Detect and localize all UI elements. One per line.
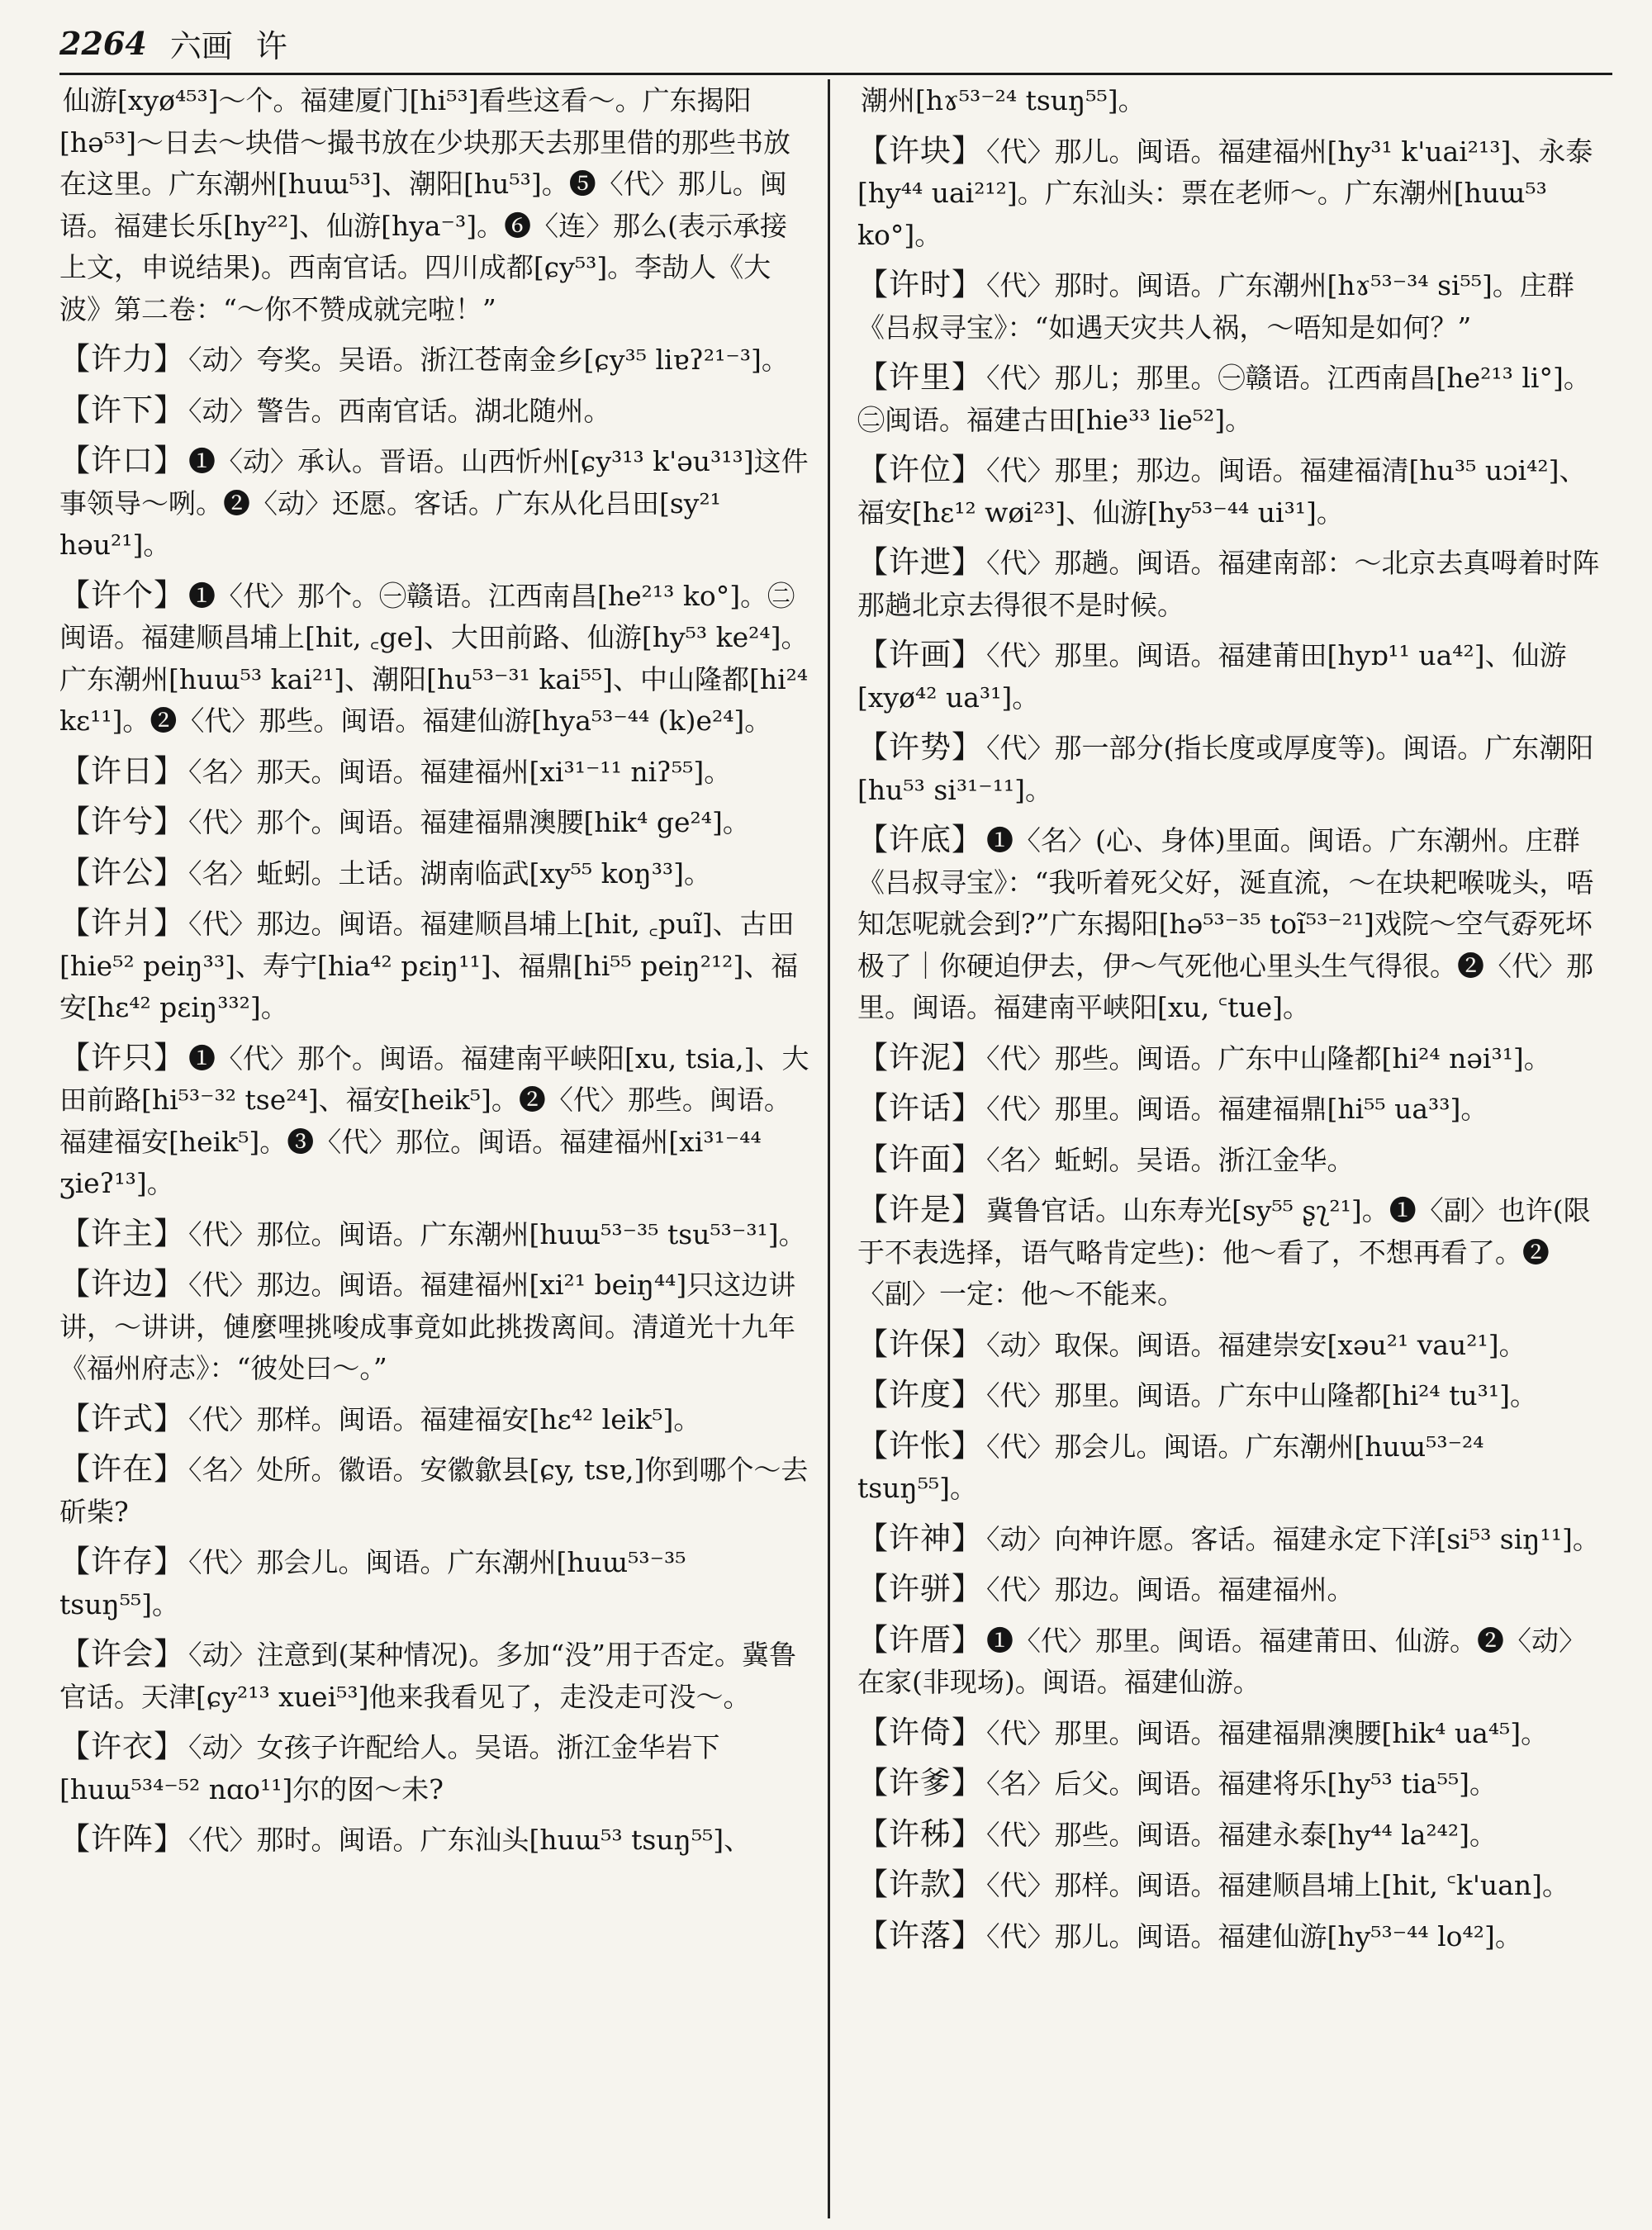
entry-definition: 〈代〉那边。闽语。福建福州。 <box>986 1573 1355 1606</box>
entry-headword: 【许衣】 <box>59 1729 185 1764</box>
entry-headword: 【许落】 <box>857 1917 983 1953</box>
dictionary-entry <box>857 1568 1609 1611</box>
entry-definition: 〈动〉夸奖。吴语。浙江苍南金乡[ɕy³⁵ liɐʔ²¹⁻³]。 <box>188 344 789 376</box>
dictionary-entry <box>59 751 811 794</box>
entry-definition: 〈代〉那会儿。闽语。广东潮州[huɯ⁵³⁻³⁵ tsuŋ⁵⁵]。 <box>59 1546 686 1620</box>
page-number: 2264 <box>59 24 147 62</box>
entry-headword: 【许式】 <box>59 1400 185 1436</box>
entry-definition: 〈动〉注意到(某种情况)。多加“没”用于否定。冀鲁官话。天津[ɕy²¹³ xuei⁵³]他来我看见了，走没走可没～。 <box>59 1639 796 1713</box>
dictionary-entry <box>59 1726 811 1810</box>
entry-headword: 【许口】 <box>59 443 185 478</box>
dictionary-entry <box>857 1814 1609 1857</box>
entry-definition: 〈代〉那位。闽语。广东潮州[huɯ⁵³⁻³⁵ tsu⁵³⁻³¹]。 <box>188 1217 806 1250</box>
entry-definition: 潮州[hɤ⁵³⁻²⁴ tsuŋ⁵⁵]。 <box>861 84 1146 116</box>
entry-definition: 〈代〉那些。闽语。福建永泰[hy⁴⁴ la²⁴²]。 <box>986 1818 1498 1851</box>
entry-headword: 【许神】 <box>857 1520 983 1556</box>
entry-definition: 〈代〉那边。闽语。福建福州[xi²¹ beiŋ⁴⁴]只这边讲讲，～讲讲，僆麼哩挑唆成事竟如此挑拨离间。清道光十九年《福州府志》：“彼处曰～。” <box>59 1269 796 1384</box>
dictionary-entry <box>857 1518 1609 1561</box>
entry-definition: 〈代〉那时。闽语。广东汕头[huɯ⁵³ tsuŋ⁵⁵]、 <box>188 1824 752 1856</box>
entry-headword: 【许骈】 <box>857 1571 983 1606</box>
entry-headword: 【许爹】 <box>857 1765 983 1801</box>
dictionary-entry <box>59 1819 811 1862</box>
section-label: 六画 <box>169 27 233 64</box>
entry-headword: 【许边】 <box>59 1266 185 1302</box>
entry-definition: 〈代〉那会儿。闽语。广东潮州[huɯ⁵³⁻²⁴ tsuŋ⁵⁵]。 <box>857 1430 1484 1504</box>
entry-headword: 【许主】 <box>59 1215 185 1251</box>
dictionary-entry <box>59 1541 811 1625</box>
dictionary-entry <box>59 903 811 1029</box>
dictionary-entry <box>857 1426 1609 1510</box>
dictionary-entry <box>857 79 1609 122</box>
entry-definition: 〈代〉那样。闽语。福建顺昌埔上[hit, ꜂k'uan]。 <box>986 1869 1569 1901</box>
entry-headword: 【许存】 <box>59 1544 185 1579</box>
dictionary-entry <box>857 1620 1609 1704</box>
dictionary-entry <box>59 801 811 844</box>
entry-definition: 〈动〉警告。西南官话。湖北随州。 <box>188 394 611 427</box>
entry-headword: 【许爿】 <box>59 905 185 941</box>
entry-headword: 【许在】 <box>59 1451 185 1487</box>
dictionary-entry <box>59 1264 811 1390</box>
entry-definition: ❶〈代〉那个。㊀赣语。江西南昌[he²¹³ ko°]。㊁闽语。福建顺昌埔上[hit, ꜀ge]、大田前路、仙游[hy⁵³ ke²⁴]。广东潮州[huɯ⁵³ kai²¹]、潮阳[hu⁵³⁻³¹ kai⁵⁵]、中山隆都[hi²⁴ kɛ¹¹]。❷〈代〉那些。闽语。福建仙游[hya⁵³⁻⁴⁴ (k)e²⁴]。 <box>59 579 809 737</box>
entry-headword: 【许迣】 <box>857 544 983 580</box>
dictionary-entry <box>59 1449 811 1533</box>
entry-definition: 〈动〉向神许愿。客话。福建永定下洋[si⁵³ siŋ¹¹]。 <box>986 1522 1600 1555</box>
dictionary-entry <box>857 819 1609 1029</box>
entry-definition: 〈代〉那里；那边。闽语。福建福清[hu³⁵ uɔi⁴²]、福安[hɛ¹² wøi²³]、仙游[hy⁵³⁻⁴⁴ ui³¹]。 <box>857 454 1587 529</box>
entry-definition: 〈名〉后父。闽语。福建将乐[hy⁵³ tia⁵⁵]。 <box>986 1767 1498 1800</box>
entry-headword: 【许只】 <box>59 1039 185 1075</box>
entry-headword: 【许保】 <box>857 1326 983 1362</box>
left-column <box>59 79 811 2218</box>
entry-headword: 【许度】 <box>857 1377 983 1412</box>
dictionary-entry <box>59 440 811 567</box>
dictionary-entry <box>857 1374 1609 1417</box>
entry-headword: 【许个】 <box>59 576 185 613</box>
entry-headword: 【许位】 <box>857 452 983 487</box>
entry-headword: 【许泥】 <box>857 1039 983 1075</box>
entry-definition: 冀鲁官话。山东寿光[sy⁵⁵ ʂʅ²¹]。❶〈副〉也许(限于不表选择，语气略肯定些)：他～看了，不想再看了。❷〈副〉一定：他～不能来。 <box>857 1194 1591 1310</box>
entry-headword: 【许会】 <box>59 1636 185 1672</box>
dictionary-entry <box>857 1712 1609 1755</box>
dictionary-entry <box>59 79 811 330</box>
entry-headword: 【许款】 <box>857 1867 983 1902</box>
dictionary-entry <box>59 575 811 743</box>
dictionary-entry <box>857 1864 1609 1907</box>
entry-headword: 【许力】 <box>59 341 185 377</box>
entry-definition: 〈代〉那趟。闽语。福建南部：～北京去真呣着时阵那趟北京去得很不是时候。 <box>857 547 1600 621</box>
dictionary-entry <box>857 1324 1609 1367</box>
dictionary-entry <box>857 264 1609 349</box>
entry-definition: 〈动〉女孩子许配给人。吴语。浙江金华岩下[huɯ⁵³⁴⁻⁵² nɑo¹¹]尔的囡～未? <box>59 1731 720 1805</box>
dictionary-entry <box>59 1634 811 1718</box>
entry-definition: ❶〈代〉那个。闽语。福建南平峡阳[xu, tsia,]、大田前路[hi⁵³⁻³² tse²⁴]、福安[heik⁵]。❷〈代〉那些。闽语。福建福安[heik⁵]。❸〈代〉那位。闽语。福建福州[xi³¹⁻⁴⁴ ʒieʔ¹³]。 <box>59 1041 809 1199</box>
dictionary-entry <box>59 852 811 895</box>
column-divider <box>828 79 830 2218</box>
dictionary-entry <box>857 727 1609 811</box>
entry-definition: ❶〈代〉那里。闽语。福建莆田、仙游。❷〈动〉在家(非现场)。闽语。福建仙游。 <box>857 1624 1586 1698</box>
dictionary-entry <box>857 1189 1609 1316</box>
entry-headword: 【许势】 <box>857 729 983 765</box>
entry-headword: 【许下】 <box>59 391 185 428</box>
entry-definition: 〈代〉那样。闽语。福建福安[hɛ⁴² leik⁵]。 <box>188 1402 701 1435</box>
dictionary-entry <box>857 1037 1609 1080</box>
entry-definition: 〈代〉那里。闽语。福建福鼎澳腰[hik⁴ ua⁴⁵]。 <box>986 1716 1549 1749</box>
entry-definition: 〈代〉那边。闽语。福建顺昌埔上[hit, ꜀puĩ]、古田[hie⁵² peiŋ³³]、寿宁[hia⁴² pɛiŋ¹¹]、福鼎[hi⁵⁵ peiŋ²¹²]、福安[hɛ⁴² pɛiŋ³³²]。 <box>59 908 799 1023</box>
entry-definition: ❶〈动〉承认。晋语。山西忻州[ɕy³¹³ k'əu³¹³]这件事领导～咧。❷〈动〉还愿。客话。广东从化吕田[sy²¹ həu²¹]。 <box>59 445 809 561</box>
header-character: 许 <box>255 27 287 64</box>
entry-definition: 〈名〉蚯蚓。吴语。浙江金华。 <box>986 1143 1355 1176</box>
entry-headword: 【许怅】 <box>857 1427 983 1464</box>
entry-definition: 〈代〉那一部分(指长度或厚度等)。闽语。广东潮阳[hu⁵³ si³¹⁻¹¹]。 <box>857 732 1594 806</box>
entry-definition: ❶〈名〉(心、身体)里面。闽语。广东潮州。庄群《吕叔寻宝》：“我听着死父好，涎直流，～在块耙喉咙头，唔知怎呢就会到?”广东揭阳[hə⁵³⁻³⁵ toĩ⁵³⁻²¹]戏院～空气孬死坏极了｜你硬迫伊去，伊～气死他心里头生气得很。❷〈代〉那里。闽语。福建南平峡阳[xu, ꜂tue]。 <box>857 824 1594 1023</box>
entry-definition: 〈代〉那儿。闽语。福建仙游[hy⁵³⁻⁴⁴ lo⁴²]。 <box>986 1919 1522 1952</box>
entry-headword: 【许块】 <box>857 132 983 168</box>
entry-headword: 【许厝】 <box>857 1621 983 1658</box>
entry-definition: 〈代〉那里。闽语。广东中山隆都[hi²⁴ tu³¹]。 <box>986 1379 1537 1412</box>
entry-headword: 【许秭】 <box>857 1815 983 1852</box>
entry-headword: 【许话】 <box>857 1090 983 1126</box>
dictionary-entry <box>857 1763 1609 1805</box>
dictionary-entry <box>59 339 811 382</box>
entry-headword: 【许里】 <box>857 359 983 395</box>
entry-headword: 【许底】 <box>857 822 983 857</box>
dictionary-entry <box>59 1398 811 1441</box>
entry-definition: 〈名〉蚯蚓。土话。湖南临武[xy⁵⁵ koŋ³³]。 <box>188 856 712 890</box>
dictionary-entry <box>59 1213 811 1256</box>
dictionary-entry <box>857 1088 1609 1131</box>
entry-headword: 【许面】 <box>857 1141 983 1177</box>
entry-definition: 〈名〉处所。徽语。安徽歙县[ɕy, tsɐ,]你到哪个～去斫柴? <box>59 1454 809 1528</box>
entry-definition: 〈代〉那儿。闽语。福建福州[hy³¹ k'uai²¹³]、永泰[hy⁴⁴ uai²¹²]。广东汕头：票在老师～。广东潮州[huɯ⁵³ ko°]。 <box>857 135 1593 251</box>
entry-definition: 〈代〉那个。闽语。福建福鼎澳腰[hik⁴ ge²⁴]。 <box>188 806 750 838</box>
entry-definition: 〈代〉那些。闽语。广东中山隆都[hi²⁴ nəi³¹]。 <box>986 1041 1551 1075</box>
dictionary-entry <box>857 542 1609 626</box>
dictionary-entry <box>857 130 1609 257</box>
entry-definition: 〈动〉取保。闽语。福建崇安[xəu²¹ vau²¹]。 <box>986 1328 1526 1361</box>
entry-headword: 【许公】 <box>59 854 185 890</box>
entry-headword: 【许日】 <box>59 752 185 789</box>
dictionary-entry <box>857 1915 1609 1958</box>
entry-headword: 【许画】 <box>857 637 983 672</box>
entry-headword: 【许时】 <box>857 267 983 302</box>
page-header <box>59 18 1612 68</box>
entry-definition: 〈代〉那里。闽语。福建莆田[hyɒ¹¹ ua⁴²]、仙游[xyø⁴² ua³¹]。 <box>857 639 1567 714</box>
entry-headword: 【许阵】 <box>59 1821 185 1857</box>
entry-definition: 〈代〉那里。闽语。福建福鼎[hi⁵⁵ ua³³]。 <box>986 1093 1488 1125</box>
dictionary-entry <box>59 390 811 433</box>
entry-headword: 【许是】 <box>857 1192 983 1227</box>
entry-definition: 〈名〉那天。闽语。福建福州[xi³¹⁻¹¹ niʔ⁵⁵]。 <box>188 755 732 788</box>
entry-definition: 〈代〉那时。闽语。广东潮州[hɤ⁵³⁻³⁴ si⁵⁵]。庄群《吕叔寻宝》：“如遇天灾共人祸，～唔知是如何？” <box>857 269 1574 344</box>
header-rule <box>59 73 1612 75</box>
entry-headword: 【许倚】 <box>857 1714 983 1750</box>
entry-definition: 〈代〉那儿；那里。㊀赣语。江西南昌[he²¹³ li°]。㊁闽语。福建古田[hie³³ lie⁵²]。 <box>857 362 1591 436</box>
dictionary-entry <box>857 449 1609 534</box>
dictionary-entry <box>857 1139 1609 1182</box>
entry-headword: 【许兮】 <box>59 804 185 839</box>
right-column <box>857 79 1609 2218</box>
entry-definition: 仙游[xyø⁴⁵³]～个。福建厦门[hi⁵³]看些这看～。广东揭阳[hə⁵³]～日去～块借～撮书放在少块那天去那里借的那些书放在这里。广东潮州[huɯ⁵³]、潮阳[hu⁵³]。❺〈代〉那儿。闽语。福建长乐[hy²²]、仙游[hya⁻³]。❻〈连〉那么(表示承接上文，申说结果)。西南官话。四川成都[ɕy⁵³]。李劼人《大波》第二卷：“～你不赞成就完啦！” <box>59 84 790 325</box>
dictionary-entry <box>857 634 1609 719</box>
dictionary-entry <box>857 357 1609 441</box>
dictionary-entry <box>59 1037 811 1205</box>
